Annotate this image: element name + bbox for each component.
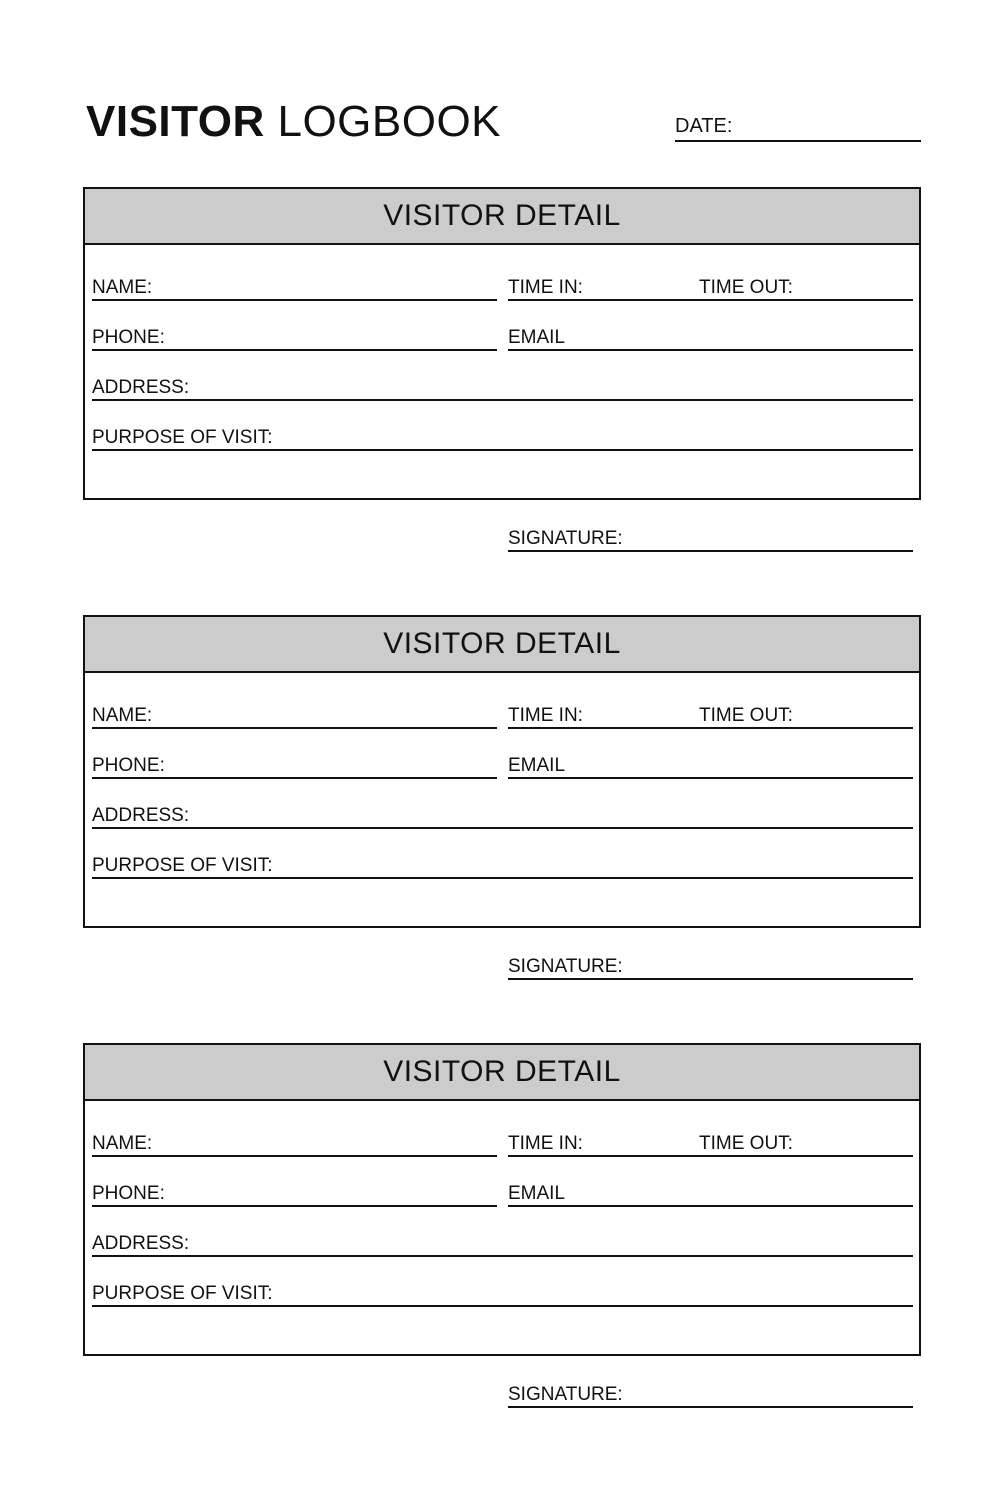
- page-title: [86, 96, 501, 148]
- time-out-label: TIME OUT:: [699, 1133, 793, 1154]
- address-field[interactable]: [92, 1233, 913, 1257]
- phone-label: PHONE:: [92, 755, 165, 776]
- purpose-label: PURPOSE OF VISIT:: [92, 427, 273, 448]
- time-field[interactable]: [508, 277, 913, 301]
- signature-field[interactable]: [508, 956, 913, 980]
- email-label: EMAIL: [508, 327, 566, 348]
- name-label: NAME:: [92, 1133, 153, 1154]
- date-label: DATE:: [675, 115, 733, 137]
- time-in-label: TIME IN:: [508, 1133, 583, 1154]
- purpose-field[interactable]: [92, 427, 913, 451]
- purpose-label: PURPOSE OF VISIT:: [92, 1283, 273, 1304]
- phone-field[interactable]: [92, 755, 497, 779]
- phone-label: PHONE:: [92, 1183, 165, 1204]
- purpose-field[interactable]: [92, 855, 913, 879]
- signature-label: SIGNATURE:: [508, 1384, 623, 1405]
- phone-field[interactable]: [92, 1183, 497, 1207]
- name-label: NAME:: [92, 277, 153, 298]
- address-field[interactable]: [92, 805, 913, 829]
- signature-field[interactable]: [508, 528, 913, 552]
- phone-label: PHONE:: [92, 327, 165, 348]
- page-title-light: LOGBOOK: [277, 97, 502, 146]
- email-label: EMAIL: [508, 1183, 566, 1204]
- email-field[interactable]: [508, 1183, 913, 1207]
- name-field[interactable]: [92, 705, 497, 729]
- email-field[interactable]: [508, 755, 913, 779]
- time-in-label: TIME IN:: [508, 277, 583, 298]
- time-field[interactable]: [508, 705, 913, 729]
- time-out-label: TIME OUT:: [699, 705, 793, 726]
- phone-field[interactable]: [92, 327, 497, 351]
- visitor-detail-heading: VISITOR DETAIL: [85, 189, 919, 245]
- date-field[interactable]: [675, 112, 921, 142]
- email-label: EMAIL: [508, 755, 566, 776]
- time-field[interactable]: [508, 1133, 913, 1157]
- address-label: ADDRESS:: [92, 805, 190, 826]
- name-label: NAME:: [92, 705, 153, 726]
- address-field[interactable]: [92, 377, 913, 401]
- purpose-label: PURPOSE OF VISIT:: [92, 855, 273, 876]
- visitor-detail-heading: VISITOR DETAIL: [85, 617, 919, 673]
- name-field[interactable]: [92, 277, 497, 301]
- page-title-bold: VISITOR: [86, 97, 265, 146]
- email-field[interactable]: [508, 327, 913, 351]
- visitor-detail-heading: VISITOR DETAIL: [85, 1045, 919, 1101]
- signature-field[interactable]: [508, 1384, 913, 1408]
- name-field[interactable]: [92, 1133, 497, 1157]
- signature-label: SIGNATURE:: [508, 956, 623, 977]
- address-label: ADDRESS:: [92, 377, 190, 398]
- time-out-label: TIME OUT:: [699, 277, 793, 298]
- signature-label: SIGNATURE:: [508, 528, 623, 549]
- address-label: ADDRESS:: [92, 1233, 190, 1254]
- purpose-field[interactable]: [92, 1283, 913, 1307]
- time-in-label: TIME IN:: [508, 705, 583, 726]
